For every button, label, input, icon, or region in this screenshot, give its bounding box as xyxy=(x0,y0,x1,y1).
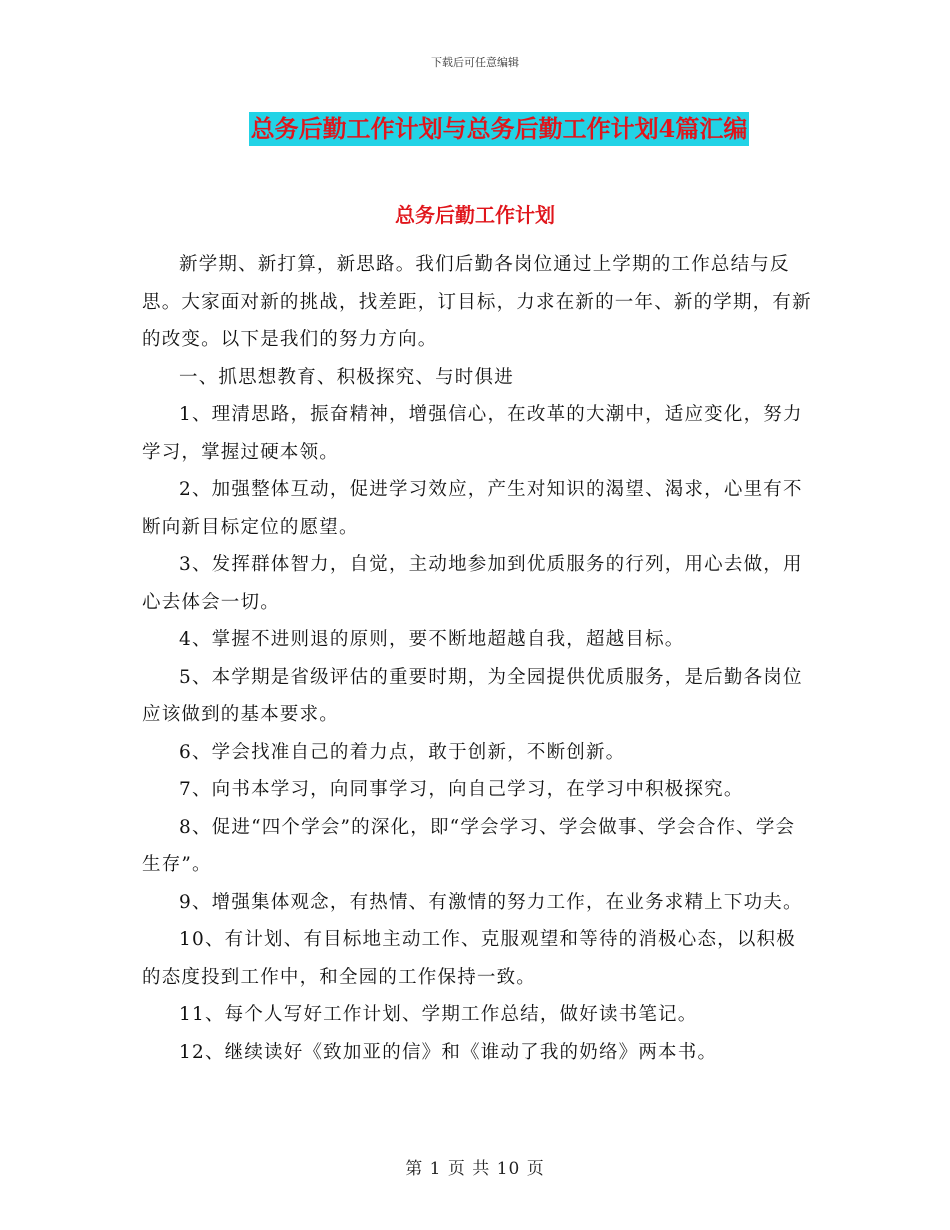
list-item: 7、向书本学习，向同事学习，向自己学习，在学习中积极探究。 xyxy=(179,779,744,800)
section-title: 总务后勤工作计划 xyxy=(395,203,555,227)
list-item: 11、每个人写好工作计划、学期工作总结，做好读书笔记。 xyxy=(179,1004,698,1025)
list-item: 12、继续读好《致加亚的信》和《谁动了我的奶络》两本书。 xyxy=(179,1041,718,1063)
list-item: 3、发挥群体智力，自觉，主动地参加到优质服务的行列，用心去做，用心去体会一切。 xyxy=(142,554,803,613)
list-item: 8、促进“四个学会”的深化，即“学会学习、学会做事、学会合作、学会生存”。 xyxy=(142,816,796,875)
list-item: 10、有计划、有目标地主动工作、克服观望和等待的消极心态，以积极的态度投到工作中，和全园的工作保持一致。 xyxy=(142,929,796,988)
section-heading: 一、抓思想教育、积极探究、与时俱进 xyxy=(179,366,514,388)
header-note: 下载后可任意编辑 xyxy=(431,56,519,69)
list-item: 1、理清思路，振奋精神，增强信心，在改革的大潮中，适应变化，努力学习，掌握过硬本领。 xyxy=(142,404,803,463)
list-item: 6、学会找准自己的着力点，敢于创新，不断创新。 xyxy=(179,741,626,763)
intro-paragraph: 新学期、新打算，新思路。我们后勤各岗位通过上学期的工作总结与反思。大家面对新的挑战，找差距，订目标，力求在新的一年、新的学期，有新的改变。以下是我们的努力方向。 xyxy=(142,254,812,350)
page-number-footer: 第 1 页 共 10 页 xyxy=(405,1159,545,1179)
main-title: 总务后勤工作计划与总务后勤工作计划4篇汇编 xyxy=(249,112,750,146)
list-item: 5、本学期是省级评估的重要时期，为全园提供优质服务，是后勤各岗位应该做到的基本要求。 xyxy=(142,666,803,725)
main-title-container xyxy=(0,112,950,146)
list-item: 2、加强整体互动，促进学习效应，产生对知识的渴望、渴求，心里有不断向新目标定位的愿望。 xyxy=(142,479,803,538)
list-item: 4、掌握不进则退的原则，要不断地超越自我，超越目标。 xyxy=(179,629,685,650)
document-body xyxy=(142,246,814,1071)
list-item: 9、增强集体观念，有热情、有激情的努力工作，在业务求精上下功夫。 xyxy=(179,891,803,913)
